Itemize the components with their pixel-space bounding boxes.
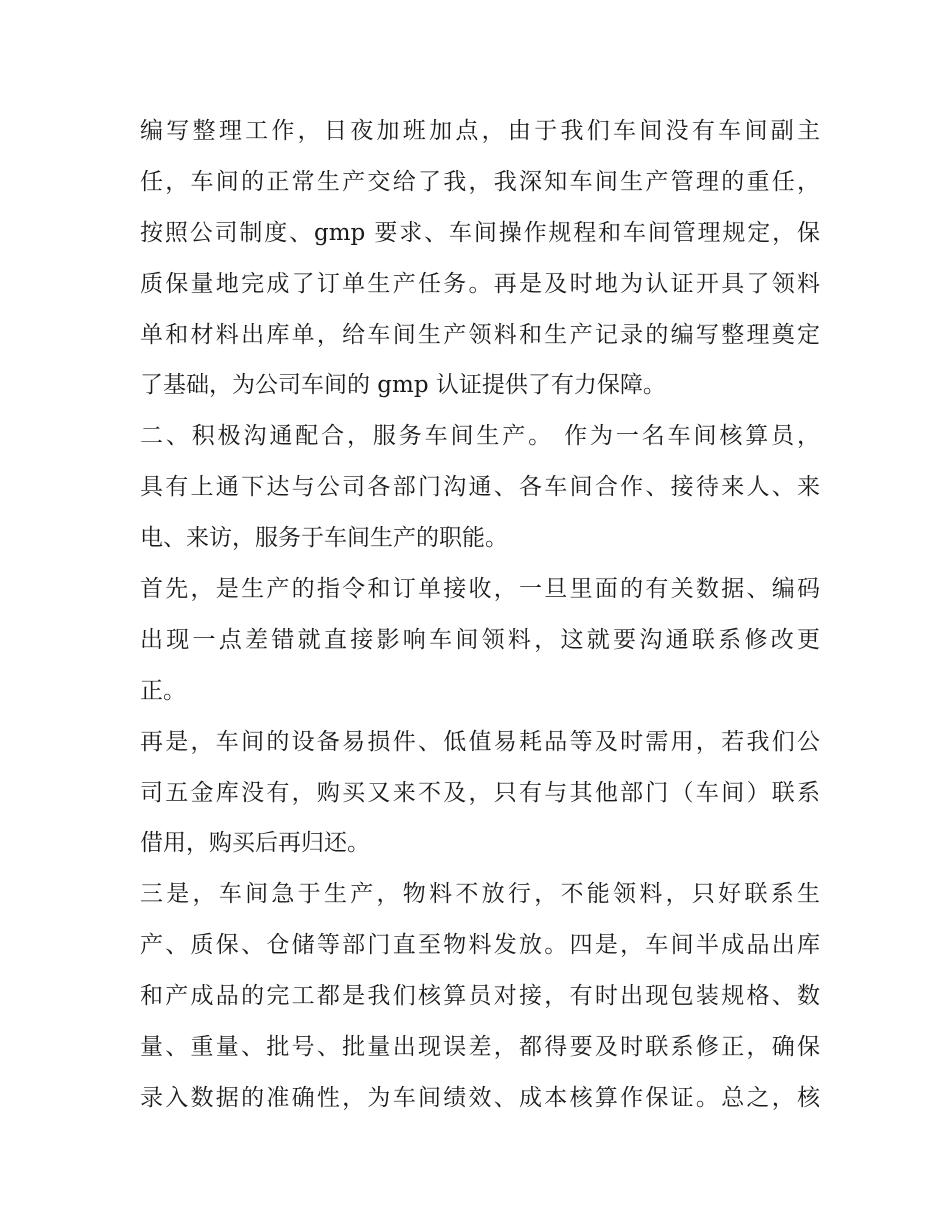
text-line: 按照公司制度、gmp 要求、车间操作规程和车间管理规定，保 xyxy=(140,219,820,246)
text-line: 借用，购买后再归还。 xyxy=(140,830,370,857)
text-line: 量、重量、批号、批量出现误差，都得要及时联系修正，确保 xyxy=(140,1034,820,1061)
text-line: 首先，是生产的指令和订单接收，一旦里面的有关数据、编码 xyxy=(140,576,820,603)
text-line: 具有上通下达与公司各部门沟通、各车间合作、接待来人、来 xyxy=(140,474,820,501)
body-text xyxy=(140,106,820,1124)
text-line: 出现一点差错就直接影响车间领料，这就要沟通联系修改更 xyxy=(140,626,820,653)
text-line: 电、来访，服务于车间生产的职能。 xyxy=(140,525,508,552)
text-line: 编写整理工作，日夜加班加点，由于我们车间没有车间副主 xyxy=(140,118,820,144)
text-line: 录入数据的准确性，为车间绩效、成本核算作保证。总之，核 xyxy=(140,1084,820,1111)
text-line: 正。 xyxy=(140,677,186,704)
text-line: 再是，车间的设备易损件、低值易耗品等及时需用，若我们公 xyxy=(140,728,820,755)
text-line: 了基础，为公司车间的 gmp 认证提供了有力保障。 xyxy=(140,372,666,399)
text-line: 司五金库没有，购买又来不及，只有与其他部门（车间）联系 xyxy=(140,779,820,806)
text-line: 和产成品的完工都是我们核算员对接，有时出现包装规格、数 xyxy=(140,983,820,1010)
text-line: 单和材料出库单，给车间生产领料和生产记录的编写整理奠定 xyxy=(140,321,820,348)
text-line: 质保量地完成了订单生产任务。再是及时地为认证开具了领料 xyxy=(140,270,820,297)
text-line: 三是，车间急于生产，物料不放行，不能领料，只好联系生 xyxy=(140,881,820,908)
text-line: 二、积极沟通配合，服务车间生产。 作为一名车间核算员， xyxy=(140,423,820,450)
text-line: 任，车间的正常生产交给了我，我深知车间生产管理的重任， xyxy=(140,168,820,195)
text-line: 产、质保、仓储等部门直至物料发放。四是，车间半成品出库 xyxy=(140,932,820,959)
